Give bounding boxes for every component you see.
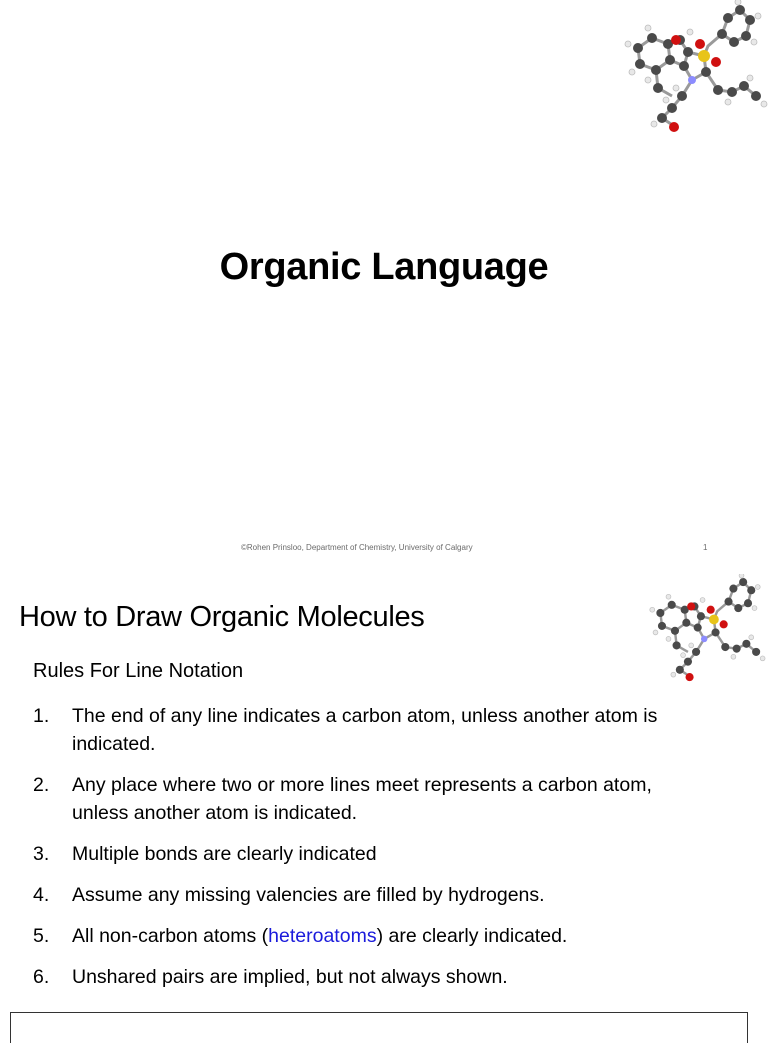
slide-title: How to Draw Organic Molecules: [19, 601, 425, 633]
rule-number: 2.: [33, 774, 50, 796]
rule-number: 1.: [33, 705, 50, 727]
rule-text: [72, 771, 742, 827]
heteroatoms-link[interactable]: heteroatoms: [268, 925, 377, 947]
rule-text: Assume any missing valencies are filled by hydrogens.: [72, 884, 545, 906]
content-box-border: [10, 1012, 748, 1043]
rule-line: Any place where two or more lines meet represents a carbon atom,: [72, 774, 652, 796]
rule-text: Multiple bonds are clearly indicated: [72, 843, 377, 865]
rule-line: unless another atom is indicated.: [72, 802, 358, 824]
slide-divider: [0, 565, 768, 573]
rule-line: The end of any line indicates a carbon atom, unless another atom is: [72, 705, 658, 727]
molecule-ball-and-stick-icon: [618, 0, 768, 138]
rule-number: 4.: [33, 884, 50, 906]
rule-text: [72, 702, 742, 758]
rule-number: 6.: [33, 966, 50, 988]
slide-title: Organic Language: [219, 246, 549, 288]
rule-text: [72, 922, 742, 950]
rule-text: Unshared pairs are implied, but not always shown.: [72, 966, 508, 988]
rule-number: 5.: [33, 925, 50, 947]
molecule-ball-and-stick-icon: [642, 574, 768, 686]
rule-text-pre: All non-carbon atoms (: [72, 925, 269, 947]
page-number: 1: [703, 543, 708, 552]
rules-subheading: Rules For Line Notation: [33, 660, 244, 682]
rule-text-post: ) are clearly indicated.: [376, 925, 568, 947]
rule-line: indicated.: [72, 733, 156, 755]
footer-credit: ©Rohen Prinsloo, Department of Chemistry, University of Calgary: [241, 543, 473, 552]
rule-number: 3.: [33, 843, 50, 865]
